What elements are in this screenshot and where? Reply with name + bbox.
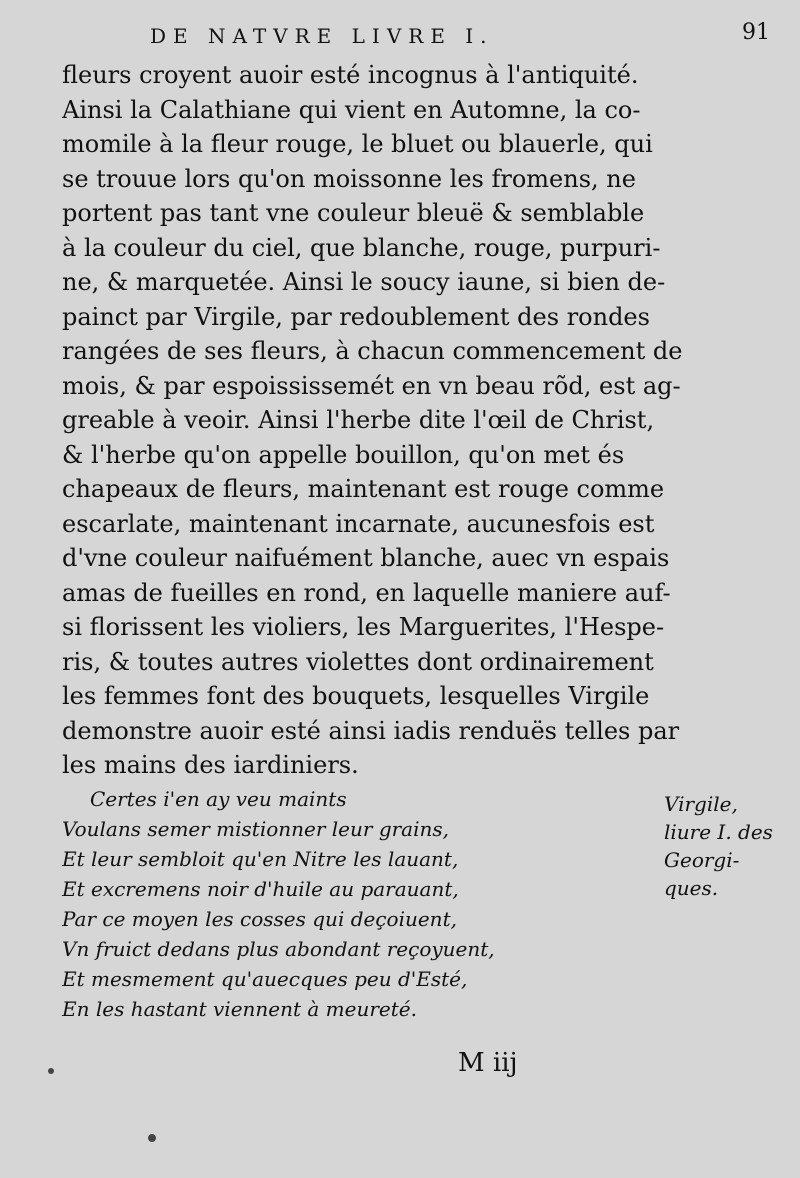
prose-line: Ainsi la Calathiane qui vient en Automne, la co- [62, 95, 641, 124]
verse-line: Vn fruict dedans plus abondant reçoyuent, [62, 937, 495, 961]
prose-line: les mains des iardiniers. [62, 751, 359, 779]
ink-spot [148, 1134, 156, 1142]
prose-line: fleurs croyent auoir esté incognus à l'antiquité. [62, 61, 639, 89]
prose-line: si florissent les violiers, les Marguerites, l'Hespe- [62, 613, 665, 641]
prose-line: d'vne couleur naifuément blanche, auec vn espais [62, 544, 670, 572]
prose-line: momile à la fleur rouge, le bluet ou blauerle, qui [62, 130, 653, 158]
prose-line: amas de fueilles en rond, en laquelle maniere auf- [62, 578, 671, 607]
prose-line: painct par Virgile, par redoublement des rondes [62, 302, 650, 331]
verse-line: Et excremens noir d'huile au parauant, [62, 877, 459, 901]
margin-note-line: Georgi- [664, 848, 740, 872]
margin-note-line: Virgile, [664, 792, 738, 816]
running-head: DE NATVRE LIVRE I. [150, 24, 494, 48]
prose-line: à la couleur du ciel, que blanche, rouge, purpuri- [62, 233, 661, 262]
ink-spot [48, 1068, 54, 1074]
prose-line: ris, & toutes autres violettes dont ordinairement [62, 647, 654, 676]
prose-line: greable à veoir. Ainsi l'herbe dite l'œil de Christ, [62, 406, 655, 434]
prose-line: chapeaux de fleurs, maintenant est rouge comme [62, 475, 665, 503]
prose-line: rangées de ses fleurs, à chacun commencement de [62, 337, 683, 365]
verse-line: Par ce moyen les cosses qui deçoiuent, [62, 907, 457, 931]
verse-line: En les hastant viennent à meureté. [62, 997, 417, 1021]
verse-quotation [62, 784, 532, 1024]
verse-line: Et leur sembloit qu'en Nitre les lauant, [62, 847, 459, 871]
prose-block [62, 58, 683, 783]
prose-line: mois, & par espoississemét en vn beau rõd, est ag- [62, 371, 681, 400]
prose-line: les femmes font des bouquets, lesquelles Virgile [62, 682, 650, 710]
page-number: 91 [742, 20, 770, 45]
prose-line: portent pas tant vne couleur bleuë & semblable [62, 199, 645, 227]
signature-mark: M iij [458, 1048, 518, 1078]
prose-line: & l'herbe qu'on appelle bouillon, qu'on met és [62, 440, 625, 469]
page-header [150, 20, 770, 52]
prose-line: se trouue lors qu'on moissonne les fromens, ne [62, 164, 636, 193]
prose-line: ne, & marquetée. Ainsi le soucy iaune, si bien de- [62, 268, 666, 296]
margin-note-line: ques. [664, 876, 719, 900]
verse-line: Et mesmement qu'auecques peu d'Esté, [62, 967, 468, 991]
margin-note [664, 790, 794, 902]
verse-line: Voulans semer mistionner leur grains, [62, 817, 450, 841]
verse-line: Certes i'en ay veu maints [90, 787, 347, 811]
prose-line: escarlate, maintenant incarnate, aucunesfois est [62, 509, 655, 538]
prose-line: demonstre auoir esté ainsi iadis renduës telles par [62, 716, 680, 745]
margin-note-line: liure I. des [664, 820, 773, 844]
